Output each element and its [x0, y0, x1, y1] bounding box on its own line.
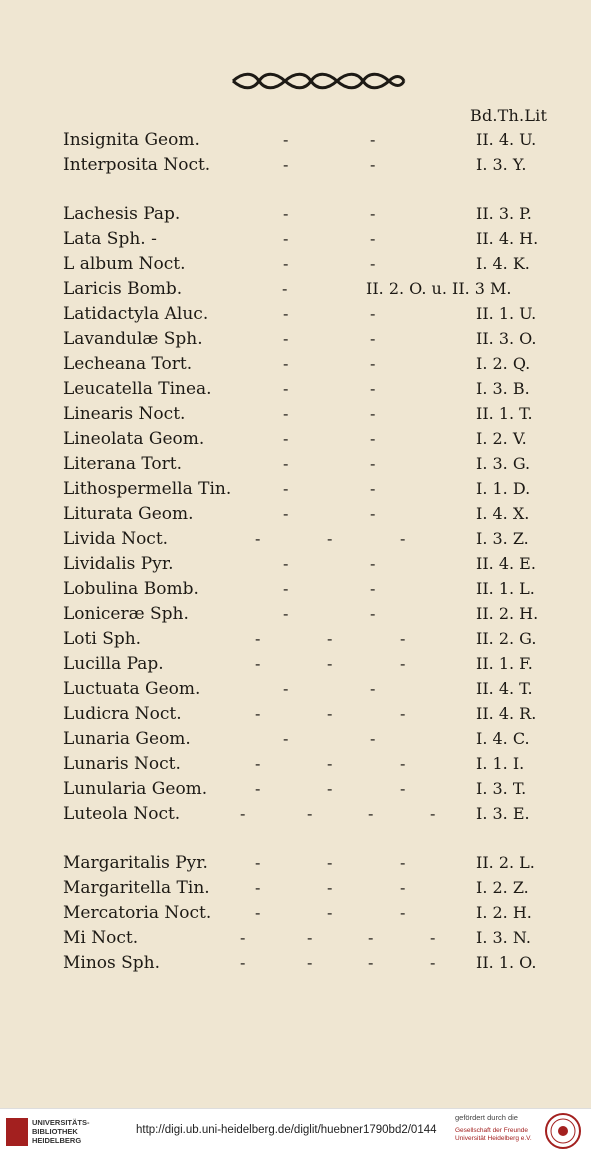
leader-dash: - — [370, 454, 376, 473]
plate-reference: I. 2. H. — [476, 903, 532, 922]
species-name: Lividalis Pyr. — [63, 554, 174, 574]
species-name: Margaritalis Pyr. — [63, 853, 208, 873]
plate-reference: II. 1. T. — [476, 404, 533, 423]
species-name: Lunaria Geom. — [63, 729, 191, 749]
leader-dash: - — [283, 604, 289, 623]
species-name: Laricis Bomb. — [63, 279, 183, 299]
species-name: Livida Noct. — [63, 529, 169, 549]
species-name: Lobulina Bomb. — [63, 579, 199, 599]
leader-dash: - — [283, 429, 289, 448]
column-header: Bd.Th.Lit — [470, 106, 548, 125]
leader-dash: - — [370, 304, 376, 323]
species-name: Lachesis Pap. — [63, 204, 181, 224]
leader-dash: - — [327, 853, 333, 872]
leader-dash: - — [283, 204, 289, 223]
leader-dash: - — [255, 779, 261, 798]
entry-row — [0, 953, 591, 977]
leader-dash: - — [430, 804, 436, 823]
plate-reference: I. 1. I. — [476, 754, 525, 773]
leader-dash: - — [370, 254, 376, 273]
species-name: Lineolata Geom. — [63, 429, 205, 449]
plate-reference: I. 1. D. — [476, 479, 531, 498]
leader-dash: - — [370, 130, 376, 149]
entry-row — [0, 853, 591, 877]
entry-row — [0, 654, 591, 678]
leader-dash: - — [400, 903, 406, 922]
leader-dash: - — [368, 804, 374, 823]
entry-row — [0, 704, 591, 728]
species-name: Liturata Geom. — [63, 504, 194, 524]
species-name: Lunaris Noct. — [63, 754, 181, 774]
plate-reference: I. 2. V. — [476, 429, 527, 448]
leader-dash: - — [307, 804, 313, 823]
plate-reference: I. 3. B. — [476, 379, 530, 398]
leader-dash: - — [255, 629, 261, 648]
leader-dash: - — [283, 329, 289, 348]
leader-dash: - — [240, 928, 246, 947]
leader-dash: - — [327, 654, 333, 673]
plate-reference: II. 1. U. — [476, 304, 537, 323]
plate-reference: I. 3. E. — [476, 804, 530, 823]
leader-dash: - — [283, 155, 289, 174]
entry-row — [0, 754, 591, 778]
species-name: Linearis Noct. — [63, 404, 186, 424]
entry-row — [0, 604, 591, 628]
leader-dash: - — [370, 229, 376, 248]
plate-reference: I. 2. Z. — [476, 878, 529, 897]
plate-reference: II. 2. H. — [476, 604, 539, 623]
species-name: Lithospermella Tin. — [63, 479, 232, 499]
leader-dash: - — [430, 953, 436, 972]
leader-dash: - — [283, 579, 289, 598]
entry-row — [0, 504, 591, 528]
entry-row — [0, 155, 591, 179]
plate-reference: II. 2. L. — [476, 853, 535, 872]
leader-dash: - — [400, 529, 406, 548]
leader-dash: - — [283, 454, 289, 473]
entry-row — [0, 229, 591, 253]
leader-dash: - — [370, 554, 376, 573]
entry-row — [0, 804, 591, 828]
entry-row — [0, 479, 591, 503]
leader-dash: - — [327, 754, 333, 773]
entry-row — [0, 529, 591, 553]
leader-dash: - — [255, 903, 261, 922]
library-name: UNIVERSITÄTS- BIBLIOTHEK HEIDELBERG — [32, 1118, 90, 1145]
leader-dash: - — [255, 853, 261, 872]
leader-dash: - — [255, 704, 261, 723]
plate-reference: II. 1. F. — [476, 654, 533, 673]
leader-dash: - — [370, 204, 376, 223]
species-name: Margaritella Tin. — [63, 878, 210, 898]
leader-dash: - — [255, 529, 261, 548]
entry-row — [0, 404, 591, 428]
leader-dash: - — [283, 554, 289, 573]
entry-row — [0, 779, 591, 803]
leader-dash: - — [400, 654, 406, 673]
entry-row — [0, 579, 591, 603]
leader-dash: - — [255, 754, 261, 773]
leader-dash: - — [283, 404, 289, 423]
entry-row — [0, 629, 591, 653]
entry-row — [0, 554, 591, 578]
plate-reference: II. 4. R. — [476, 704, 537, 723]
leader-dash: - — [370, 329, 376, 348]
library-logo — [6, 1115, 126, 1149]
species-name: Lucilla Pap. — [63, 654, 164, 674]
leader-dash: - — [370, 354, 376, 373]
plate-reference: I. 4. K. — [476, 254, 530, 273]
leader-dash: - — [370, 604, 376, 623]
species-name: Lunularia Geom. — [63, 779, 208, 799]
leader-dash: - — [240, 804, 246, 823]
leader-dash: - — [370, 579, 376, 598]
leader-dash: - — [282, 279, 288, 298]
species-name: Latidactyla Aluc. — [63, 304, 209, 324]
leader-dash: - — [370, 679, 376, 698]
library-emblem-icon — [6, 1118, 28, 1146]
species-name: Mi Noct. — [63, 928, 139, 948]
extra-reference: II. 2. O. u. II. 3 — [366, 279, 485, 298]
leader-dash: - — [370, 379, 376, 398]
entry-row — [0, 928, 591, 952]
plate-reference: II. 3. P. — [476, 204, 532, 223]
species-name: Loniceræ Sph. — [63, 604, 189, 624]
entry-row — [0, 878, 591, 902]
entry-row — [0, 429, 591, 453]
species-name: Luteola Noct. — [63, 804, 181, 824]
ornament-divider — [229, 70, 407, 92]
leader-dash: - — [400, 853, 406, 872]
leader-dash: - — [370, 155, 376, 174]
digitization-footer — [0, 1108, 591, 1153]
entry-row — [0, 304, 591, 328]
leader-dash: - — [255, 878, 261, 897]
leader-dash: - — [283, 229, 289, 248]
species-name: Literana Tort. — [63, 454, 182, 474]
plate-reference: I. 3. Y. — [476, 155, 527, 174]
species-name: Loti Sph. — [63, 629, 142, 649]
leader-dash: - — [400, 779, 406, 798]
entry-row — [0, 454, 591, 478]
plate-reference: II. 4. T. — [476, 679, 533, 698]
plate-reference: II. 4. H. — [476, 229, 539, 248]
leader-dash: - — [307, 953, 313, 972]
plate-reference: II. 4. U. — [476, 130, 537, 149]
species-name: Lavandulæ Sph. — [63, 329, 203, 349]
page-url[interactable]: http://digi.ub.uni-heidelberg.de/diglit/huebner1790bd2/0144 — [136, 1124, 437, 1136]
leader-dash: - — [283, 479, 289, 498]
species-name: L album Noct. — [63, 254, 186, 274]
plate-reference: II. 1. L. — [476, 579, 535, 598]
species-name: Leucatella Tinea. — [63, 379, 212, 399]
entry-row — [0, 204, 591, 228]
leader-dash: - — [370, 479, 376, 498]
leader-dash: - — [327, 878, 333, 897]
entry-row — [0, 379, 591, 403]
leader-dash: - — [283, 304, 289, 323]
leader-dash: - — [370, 404, 376, 423]
species-name: Lecheana Tort. — [63, 354, 193, 374]
leader-dash: - — [283, 729, 289, 748]
plate-reference: I. 4. C. — [476, 729, 530, 748]
leader-dash: - — [370, 504, 376, 523]
plate-reference: II. 2. G. — [476, 629, 537, 648]
leader-dash: - — [283, 354, 289, 373]
entry-row — [0, 130, 591, 154]
entry-row — [0, 279, 591, 303]
leader-dash: - — [370, 429, 376, 448]
plate-reference: II. 3. O. — [476, 329, 537, 348]
plate-reference: II. 1. O. — [476, 953, 537, 972]
entry-row — [0, 903, 591, 927]
plate-reference: I. 4. X. — [476, 504, 530, 523]
leader-dash: - — [283, 130, 289, 149]
species-name: Insignita Geom. — [63, 130, 200, 150]
leader-dash: - — [400, 704, 406, 723]
leader-dash: - — [327, 529, 333, 548]
leader-dash: - — [327, 704, 333, 723]
species-name: Interposita Noct. — [63, 155, 211, 175]
species-name: Minos Sph. — [63, 953, 161, 973]
plate-reference: I. 3. N. — [476, 928, 531, 947]
sponsor-name: Gesellschaft der Freunde Universität Heidelberg e.V. — [455, 1127, 532, 1142]
leader-dash: - — [370, 729, 376, 748]
entry-row — [0, 254, 591, 278]
leader-dash: - — [307, 928, 313, 947]
leader-dash: - — [368, 953, 374, 972]
entry-row — [0, 679, 591, 703]
leader-dash: - — [327, 903, 333, 922]
leader-dash: - — [283, 379, 289, 398]
leader-dash: - — [255, 654, 261, 673]
leader-dash: - — [283, 679, 289, 698]
leader-dash: - — [327, 629, 333, 648]
species-name: Luctuata Geom. — [63, 679, 201, 699]
plate-reference: I. 3. G. — [476, 454, 531, 473]
leader-dash: - — [283, 254, 289, 273]
leader-dash: - — [327, 779, 333, 798]
entry-row — [0, 329, 591, 353]
plate-reference: I. 3. Z. — [476, 529, 529, 548]
leader-dash: - — [400, 878, 406, 897]
plate-reference: I. 2. Q. — [476, 354, 531, 373]
leader-dash: - — [368, 928, 374, 947]
university-seal-icon — [544, 1112, 582, 1150]
leader-dash: - — [430, 928, 436, 947]
entry-row — [0, 354, 591, 378]
leader-dash: - — [240, 953, 246, 972]
plate-reference: I. 3. T. — [476, 779, 527, 798]
leader-dash: - — [400, 629, 406, 648]
species-name: Lata Sph. - — [63, 229, 157, 249]
leader-dash: - — [400, 754, 406, 773]
species-name: Ludicra Noct. — [63, 704, 182, 724]
plate-reference: M. — [490, 279, 512, 298]
entry-row — [0, 729, 591, 753]
species-name: Mercatoria Noct. — [63, 903, 212, 923]
leader-dash: - — [283, 504, 289, 523]
sponsor-caption: gefördert durch die — [455, 1113, 518, 1122]
plate-reference: II. 4. E. — [476, 554, 536, 573]
